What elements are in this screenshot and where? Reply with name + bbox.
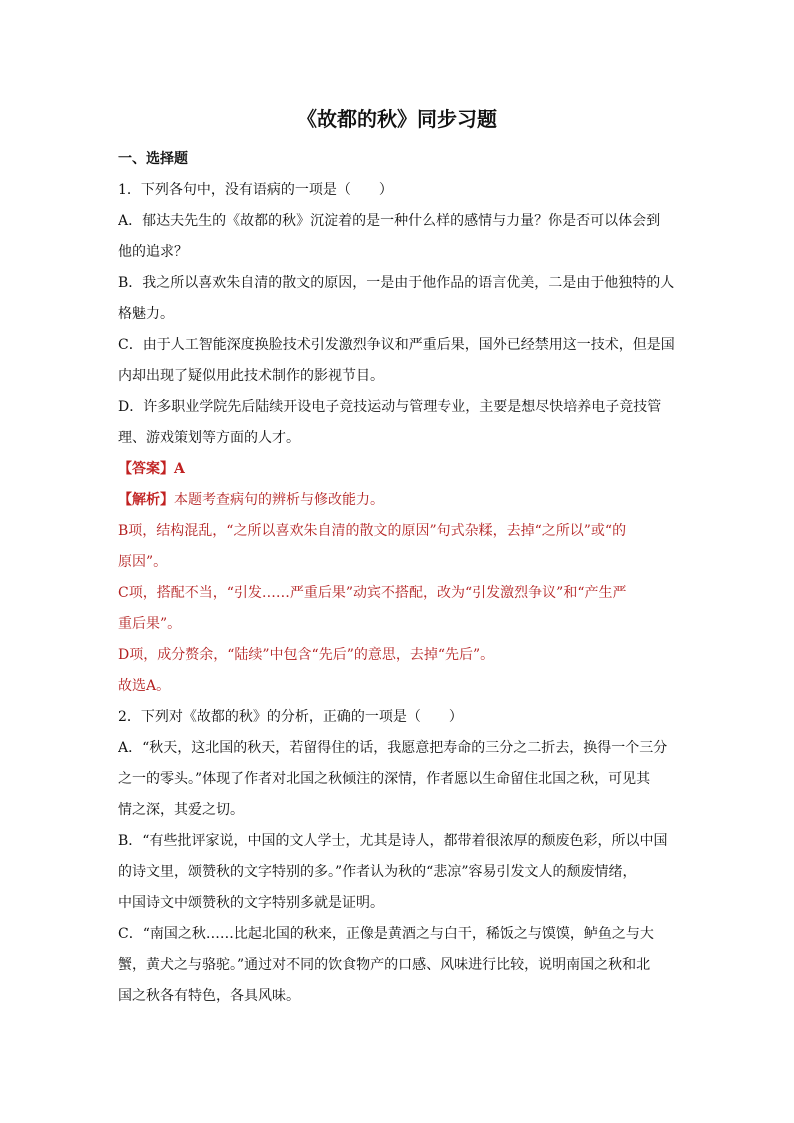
q1-option-c-line1: C．由于人工智能深度换脸技术引发激烈争议和严重后果，国外已经禁用这一技术，但是国 (118, 337, 675, 353)
q1-option-d-line2: 理、游戏策划等方面的人才。 (118, 430, 300, 446)
q1-option-c-line2: 内却出现了疑似用此技术制作的影视节目。 (118, 368, 384, 384)
q2-option-b-line3: 中国诗文中颂赞秋的文字特别多就是证明。 (118, 895, 384, 911)
q1-option-b-line2: 格魅力。 (118, 306, 174, 322)
answer-value: A (174, 461, 185, 477)
analysis-intro: 本题考查病句的辨析与修改能力。 (174, 492, 384, 508)
q2-option-b-line1: B．“有些批评家说，中国的文人学士，尤其是诗人，都带着很浓厚的颓废色彩，所以中国 (118, 833, 668, 849)
section-heading: 一、选择题 (118, 151, 188, 167)
q1-explain-c-line1: C项，搭配不当，“引发……严重后果”动宾不搭配，改为“引发激烈争议”和“产生严 (118, 585, 627, 601)
q2-option-a-line1: A．“秋天，这北国的秋天，若留得住的话，我愿意把寿命的三分之二折去，换得一个三分 (118, 740, 668, 756)
q2-option-a-line3: 情之深，其爱之切。 (118, 802, 244, 818)
q1-conclusion: 故选A。 (118, 678, 171, 694)
q1-option-a-line2: 他的追求？ (118, 244, 188, 260)
q1-explain-c-line2: 重后果”。 (118, 616, 182, 632)
q2-option-c-line2: 蟹，黄犬之与骆驼。”通过对不同的饮食物产的口感、风味进行比较，说明南国之秋和北 (118, 957, 651, 973)
q1-answer (118, 454, 678, 485)
document-title: 《故都的秋》同步习题 (297, 107, 497, 131)
q2-option-b-line2: 的诗文里，颂赞秋的文字特别的多。”作者认为秋的“悲凉”容易引发文人的颓废情绪， (118, 864, 637, 880)
q2-option-c-line3: 国之秋各有特色，各具风味。 (118, 988, 300, 1004)
q1-option-a-line1: A．郁达夫先生的《故都的秋》沉淀着的是一种什么样的感情与力量？你是否可以体会到 (118, 213, 661, 229)
q1-stem: 1．下列各句中，没有语病的一项是（ ） (118, 182, 393, 198)
q1-explain-d-line1: D项，成分赘余，“陆续”中包含“先后”的意思，去掉“先后”。 (118, 647, 495, 663)
q2-option-c-line1: C．“南国之秋……比起北国的秋来，正像是黄酒之与白干，稀饭之与馍馍，鲈鱼之与大 (118, 926, 654, 942)
q2-option-a-line2: 之一的零头。”体现了作者对北国之秋倾注的深情，作者愿以生命留住北国之秋，可见其 (118, 771, 651, 787)
q1-analysis (118, 485, 678, 516)
analysis-tag: 【解析】 (118, 492, 174, 508)
q1-option-d-line1: D．许多职业学院先后陆续开设电子竞技运动与管理专业，主要是想尽快培养电子竞技管 (118, 399, 662, 415)
q1-option-b-line1: B．我之所以喜欢朱自清的散文的原因，一是由于他作品的语言优美，二是由于他独特的人 (118, 275, 675, 291)
q1-explain-b-line1: B项，结构混乱，“之所以喜欢朱自清的散文的原因”句式杂糅，去掉“之所以”或“的 (118, 523, 627, 539)
document-body (118, 144, 678, 1012)
q2-stem: 2．下列对《故都的秋》的分析，正确的一项是（ ） (118, 709, 463, 725)
answer-tag: 【答案】 (118, 461, 174, 477)
q1-explain-b-line2: 原因”。 (118, 554, 168, 570)
